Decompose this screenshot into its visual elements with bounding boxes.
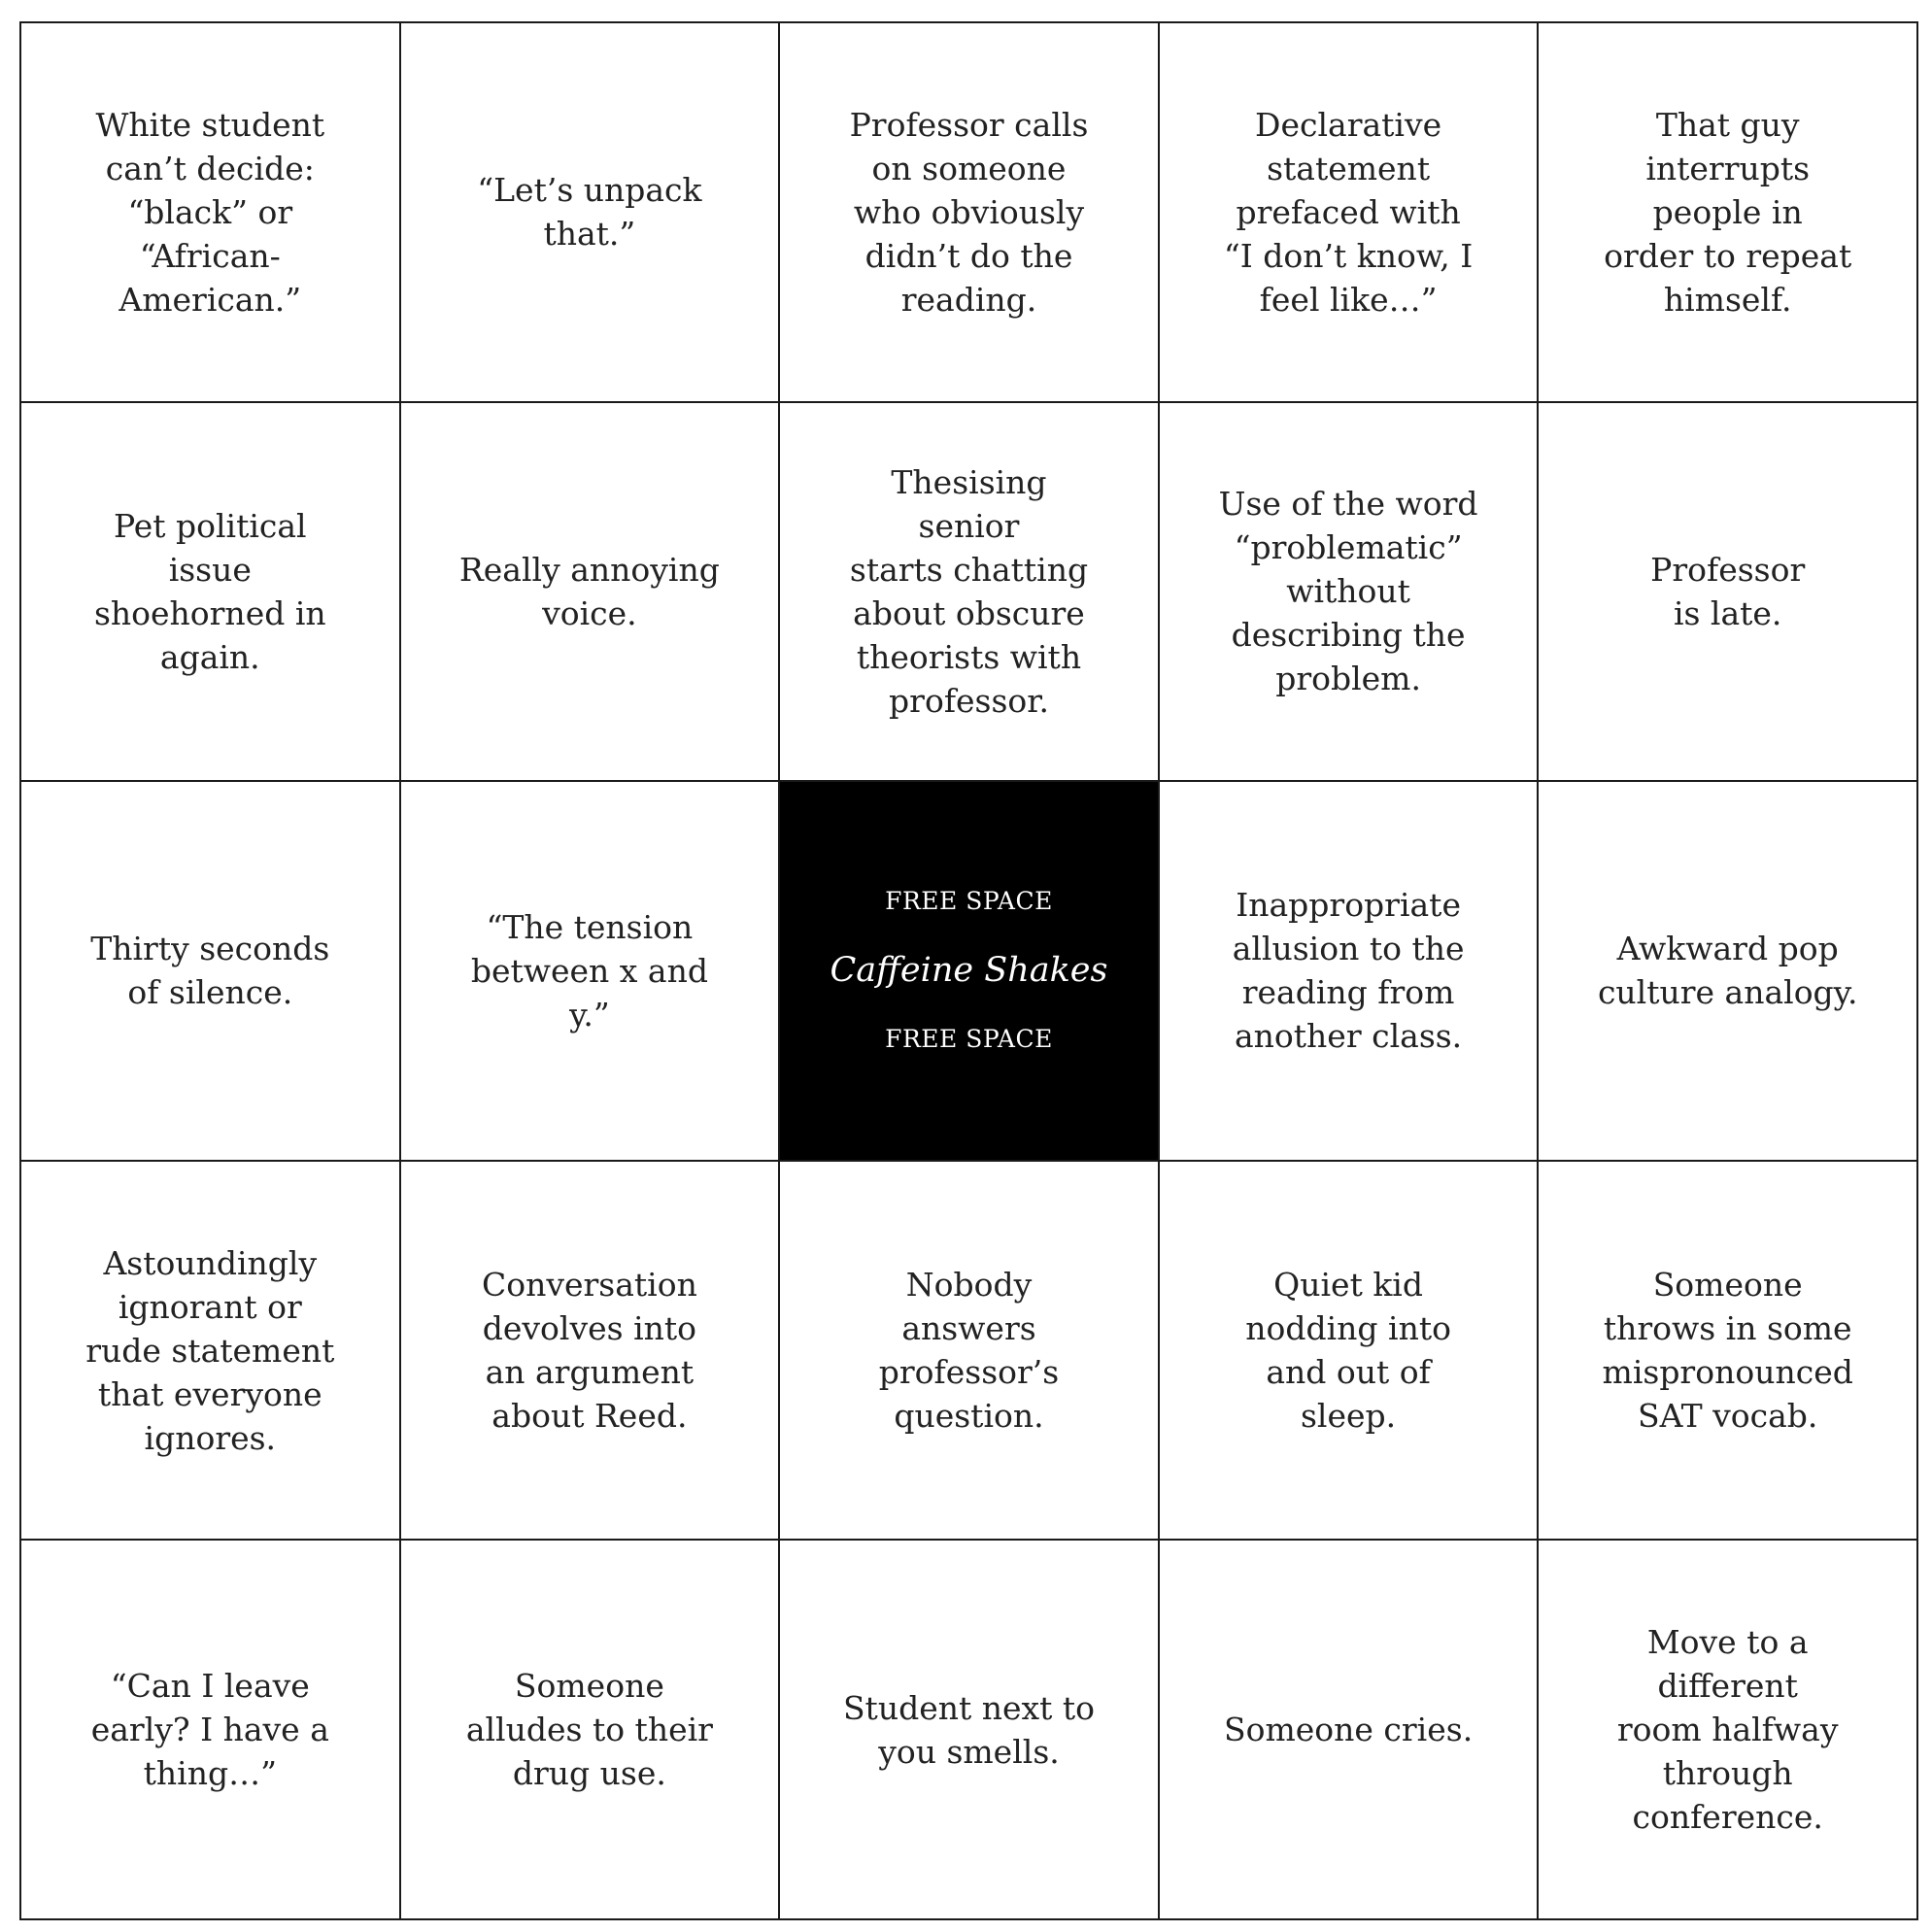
bingo-cell-text: Thirty seconds of silence. [90,930,330,1012]
bingo-cell[interactable] [1160,782,1540,1162]
bingo-cell[interactable] [1160,1162,1540,1542]
bingo-cell[interactable] [1539,1541,1918,1920]
bingo-cell-text: “The tension between x and y.” [470,907,708,1034]
bingo-cell-text: Conversation devolves into an argument about Reed. [481,1266,697,1436]
bingo-cell-text: Pet political issue shoehorned in again. [93,506,326,676]
bingo-cell[interactable] [1539,1162,1918,1542]
free-space-label-bottom: FREE SPACE [885,1025,1053,1054]
free-space-label-top: FREE SPACE [885,887,1053,916]
bingo-cell[interactable] [401,403,781,783]
bingo-cell-text: Really annoying voice. [458,550,720,632]
bingo-cell[interactable] [401,1162,781,1542]
bingo-cell[interactable] [780,23,1160,403]
bingo-cell[interactable] [21,782,401,1162]
bingo-cell-text: Someone throws in some mispronounced SAT vocab. [1602,1266,1853,1436]
free-space-name: Caffeine Shakes [830,951,1108,991]
bingo-cell-text: White student can’t decide: “black” or “African- American.” [95,105,325,319]
bingo-cell[interactable] [401,1541,781,1920]
free-space-cell[interactable] [780,782,1160,1162]
bingo-cell[interactable] [401,23,781,403]
bingo-cell-text: “Can I leave early? I have a thing…” [90,1667,329,1793]
bingo-cell[interactable] [1539,403,1918,783]
bingo-cell[interactable] [21,1541,401,1920]
bingo-cell-text: Someone cries. [1223,1711,1474,1749]
bingo-cell[interactable] [401,782,781,1162]
bingo-cell[interactable] [1160,1541,1540,1920]
bingo-cell-text: “Let’s unpack that.” [477,171,702,254]
bingo-cell[interactable] [21,403,401,783]
bingo-cell-text: That guy interrupts people in order to repeat himself. [1604,105,1852,319]
bingo-cell[interactable] [780,1162,1160,1542]
bingo-cell-text: Nobody answers professor’s question. [878,1266,1060,1436]
bingo-cell[interactable] [1539,782,1918,1162]
bingo-cell[interactable] [780,1541,1160,1920]
bingo-cell-text: Declarative statement prefaced with “I don’t know, I feel like…” [1223,105,1474,319]
bingo-cell-text: Astoundingly ignorant or rude statement that everyone ignores. [85,1243,335,1457]
bingo-cell-text: Student next to you smells. [842,1688,1096,1771]
bingo-board [19,21,1918,1920]
bingo-cell-text: Move to a different room halfway through conference. [1616,1623,1839,1837]
bingo-cell[interactable] [1160,403,1540,783]
bingo-cell-text: Thesising senior starts chatting about obscure theorists with professor. [849,462,1089,720]
bingo-cell[interactable] [780,403,1160,783]
bingo-cell[interactable] [1160,23,1540,403]
bingo-cell-text: Professor calls on someone who obviously didn’t do the reading. [849,105,1089,319]
bingo-cell-text: Use of the word “problematic” without describing the problem. [1218,485,1478,698]
bingo-cell-text: Someone alludes to their drug use. [465,1667,713,1793]
bingo-cell-text: Quiet kid nodding into and out of sleep. [1245,1266,1451,1436]
bingo-cell[interactable] [1539,23,1918,403]
bingo-cell[interactable] [21,23,401,403]
bingo-cell-text: Professor is late. [1650,550,1806,632]
bingo-cell-text: Awkward pop culture analogy. [1597,930,1858,1012]
bingo-cell[interactable] [21,1162,401,1542]
bingo-cell-text: Inappropriate allusion to the reading from another class. [1232,886,1465,1056]
